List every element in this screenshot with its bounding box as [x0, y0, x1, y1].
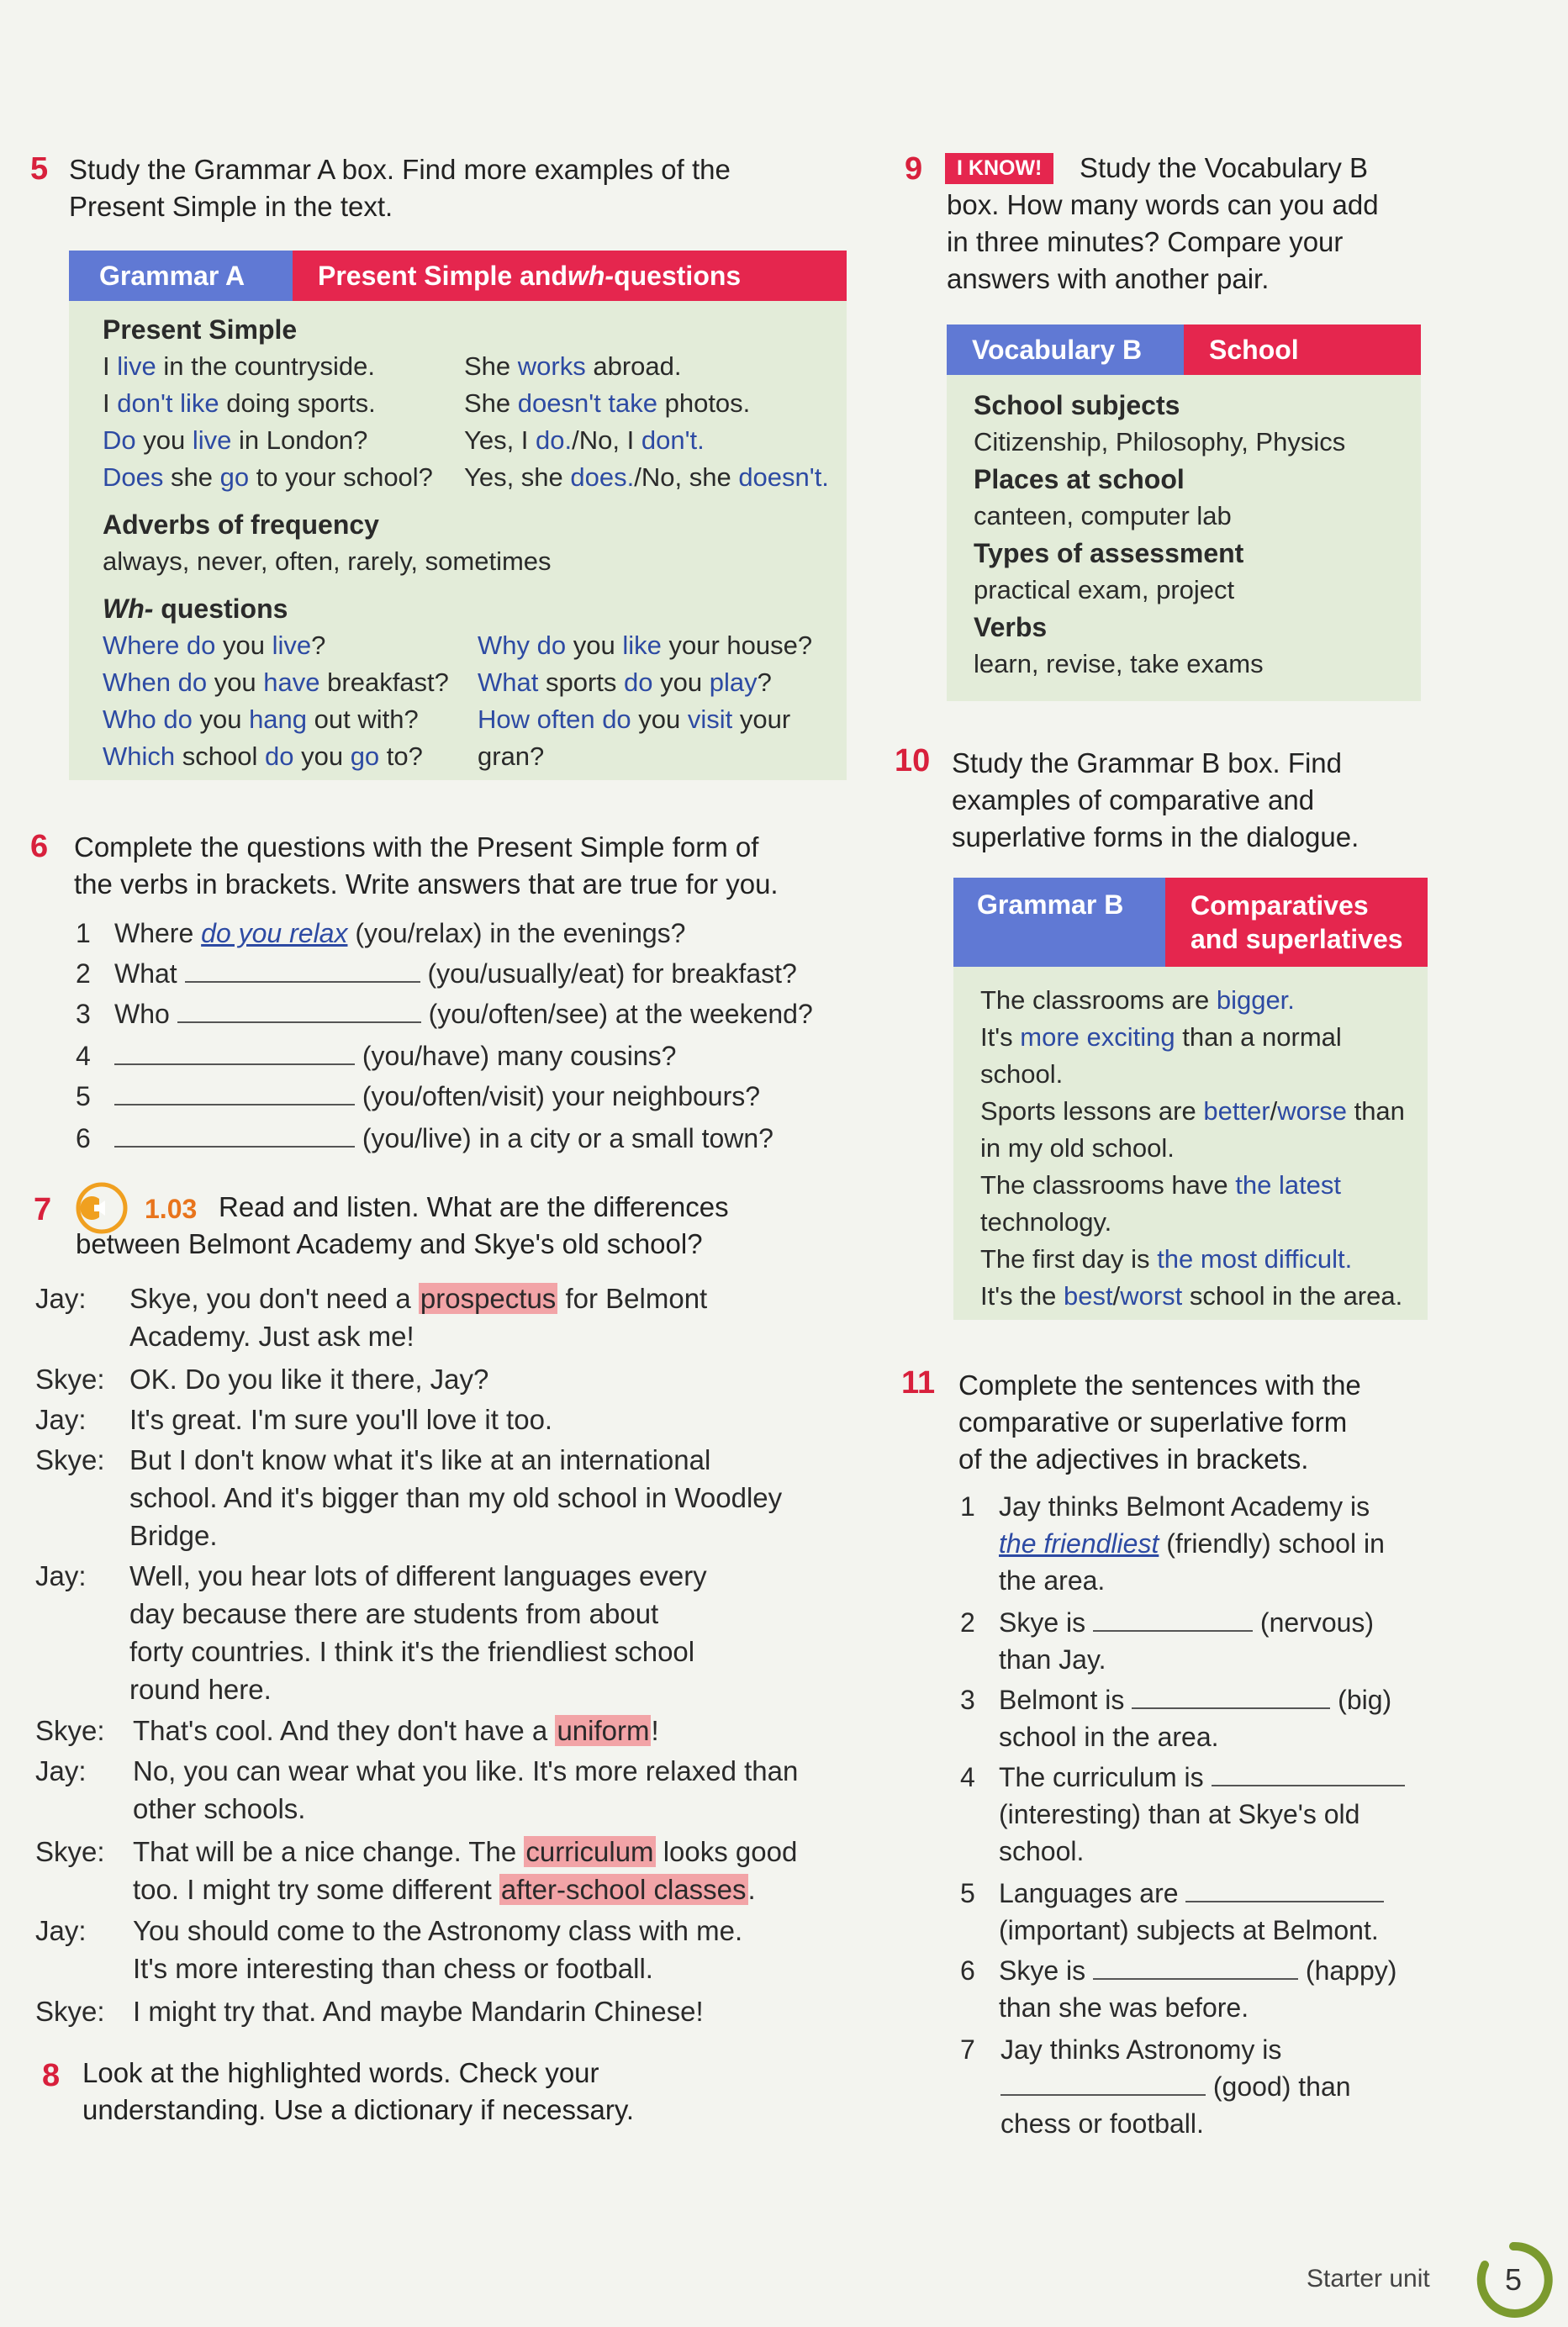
exercise-11-number: 11 — [901, 1365, 936, 1401]
exercise-11-item-text: The curriculum is — [999, 1762, 1405, 1793]
example-line: It's the best/worst school in the area. — [980, 1281, 1403, 1311]
exercise-7-number: 7 — [34, 1192, 52, 1227]
grammar-a-body — [69, 301, 847, 780]
example-line: Sports lessons are better/worse than — [980, 1096, 1405, 1126]
grammar-b-body — [953, 967, 1428, 1320]
speaker: Skye: — [35, 1836, 105, 1867]
exercise-11-item-number: 5 — [960, 1878, 975, 1908]
speaker: Jay: — [35, 1755, 87, 1786]
exercise-11-instruction: Complete the sentences with the comparative or superlative form of the adjectives in brackets. — [958, 1369, 1361, 1475]
answer-blank[interactable] — [114, 1126, 355, 1148]
exercise-11-item-text: than Jay. — [999, 1644, 1106, 1675]
exercise-11-item-number: 4 — [960, 1762, 975, 1792]
exercise-10-number: 10 — [895, 743, 931, 778]
highlighted-word: uniform — [557, 1715, 650, 1746]
dialogue-line: Skye, you don't need a prospectus for Belmont Academy. Just ask me! — [129, 1283, 708, 1352]
example-line: What sports do you play? — [478, 667, 772, 697]
dialogue-line: You should come to the Astronomy class with me. It's more interesting than chess or football. — [133, 1915, 743, 1984]
speaker: Jay: — [35, 1283, 87, 1314]
grammar-b-box — [953, 878, 1428, 1320]
exercise-11-item-text: Skye is (happy) — [999, 1955, 1397, 1986]
grammar-b-header — [953, 878, 1428, 967]
exercise-11-item-number: 3 — [960, 1685, 975, 1715]
example-line: I live in the countryside. — [103, 351, 375, 381]
exercise-7-instruction: Read and listen. What are the differences between Belmont Academy and Skye's old school? — [76, 1191, 729, 1259]
answer-blank[interactable] — [114, 1043, 355, 1065]
exercise-11-item-number: 2 — [960, 1607, 975, 1638]
vocab-items: practical exam, project — [974, 575, 1235, 604]
highlighted-word: after-school classes — [500, 1874, 747, 1905]
exercise-11-item-text: Skye is (nervous) — [999, 1607, 1375, 1638]
answer-blank[interactable] — [1132, 1687, 1330, 1709]
dialogue-line: But I don't know what it's like at an international school. And it's bigger than my old school in Woodley Bridge. — [129, 1444, 783, 1551]
exercise-11-item-text: (important) subjects at Belmont. — [999, 1915, 1379, 1945]
exercise-11-item-text: Jay thinks Belmont Academy is — [999, 1491, 1370, 1522]
vocab-heading: Types of assessment — [974, 538, 1244, 568]
example-answer: the friendliest — [999, 1528, 1159, 1559]
exercise-11-item-text: Belmont is (big) — [999, 1685, 1392, 1715]
answer-blank[interactable] — [185, 961, 420, 983]
exercise-6-item: 5 (you/often/visit) your neighbours? — [76, 1081, 761, 1111]
exercise-6-item: 4 (you/have) many cousins? — [76, 1041, 677, 1071]
exercise-11-item-text: the area. — [999, 1565, 1106, 1596]
vocabulary-b-title: School — [1184, 325, 1421, 375]
exercise-11-item-text: school in the area. — [999, 1722, 1219, 1752]
exercise-9-number: 9 — [905, 151, 923, 187]
example-line: Yes, she does./No, she doesn't. — [464, 462, 829, 492]
example-line: Yes, I do./No, I don't. — [464, 425, 705, 455]
grammar-b-title: Comparatives and superlatives — [1165, 878, 1428, 967]
example-line: Why do you like your house? — [478, 631, 813, 660]
dialogue-line: No, you can wear what you like. It's more relaxed than other schools. — [133, 1755, 799, 1824]
answer-blank[interactable] — [1185, 1881, 1384, 1902]
example-answer: do you relax — [201, 918, 348, 948]
grammar-a-box — [69, 251, 847, 780]
adverbs-heading: Adverbs of frequency — [103, 509, 379, 540]
answer-blank[interactable] — [1093, 1958, 1298, 1980]
exercise-11-item-text: (good) than — [1000, 2071, 1351, 2103]
example-line: school. — [980, 1059, 1064, 1089]
vocab-heading: Places at school — [974, 464, 1185, 494]
example-line: Does she go to your school? — [103, 462, 433, 492]
grammar-a-tag: Grammar A — [69, 251, 293, 301]
highlighted-word: curriculum — [525, 1836, 654, 1867]
example-line: The first day is the most difficult. — [980, 1244, 1353, 1274]
highlighted-word: prospectus — [420, 1283, 557, 1314]
example-line: gran? — [478, 741, 545, 771]
vocab-heading: Verbs — [974, 612, 1048, 642]
speaker: Skye: — [35, 1364, 105, 1395]
example-line: Do you live in London? — [103, 425, 368, 455]
exercise-11-item-text: than she was before. — [999, 1992, 1249, 2023]
exercise-11-item-text: chess or football. — [1000, 2108, 1204, 2139]
present-simple-heading: Present Simple — [103, 314, 298, 345]
example-line: Which school do you go to? — [103, 741, 423, 771]
example-line: She works abroad. — [464, 351, 682, 381]
dialogue-line: That will be a nice change. The curriculum looks good too. I might try some different after-school classes. — [133, 1836, 798, 1905]
vocabulary-b-header — [947, 325, 1421, 375]
page-number: 5 — [1504, 2262, 1523, 2297]
example-line: Who do you hang out with? — [103, 704, 419, 734]
dialogue-line: Well, you hear lots of different languages every day because there are students from about forty countries. I think it's the friendliest school round here. — [129, 1560, 707, 1705]
exercise-11-item-number: 6 — [960, 1955, 975, 1986]
vocabulary-b-body — [947, 375, 1421, 701]
grammar-a-title: Present Simple and wh- questions — [293, 251, 847, 301]
exercise-11-item-text: school. — [999, 1836, 1085, 1866]
speaker: Skye: — [35, 1996, 105, 2027]
answer-blank[interactable] — [1093, 1610, 1253, 1632]
vocab-heading: School subjects — [974, 390, 1180, 420]
example-line: It's more exciting than a normal — [980, 1022, 1342, 1052]
speaker: Skye: — [35, 1444, 105, 1475]
grammar-a-header — [69, 251, 847, 301]
exercise-11-item-text: (interesting) than at Skye's old — [999, 1799, 1360, 1829]
speaker: Jay: — [35, 1560, 87, 1591]
exercise-8-instruction: Look at the highlighted words. Check your understanding. Use a dictionary if necessary. — [82, 2057, 635, 2125]
answer-blank[interactable] — [177, 1001, 421, 1023]
grammar-b-tag: Grammar B — [953, 878, 1165, 967]
dialogue-line: OK. Do you like it there, Jay? — [129, 1364, 489, 1395]
example-line: The classrooms are bigger. — [980, 985, 1295, 1015]
example-line: When do you have breakfast? — [103, 667, 449, 697]
exercise-5-number: 5 — [30, 151, 49, 187]
example-line: Where do you live? — [103, 631, 326, 660]
exercise-11-item-text: the friendliest (friendly) school in — [999, 1528, 1385, 1559]
answer-blank[interactable] — [114, 1084, 355, 1105]
example-line: I don't like doing sports. — [103, 388, 376, 418]
dialogue-line: I might try that. And maybe Mandarin Chinese! — [133, 1996, 704, 2027]
exercise-6-item: 1 Where do you relax (you/relax) in the evenings? — [76, 918, 686, 948]
exercise-11-item-number: 1 — [960, 1491, 975, 1522]
exercise-6-item: 2 What (you/usually/eat) for breakfast? — [76, 958, 797, 989]
exercise-9-instruction: Study the Vocabulary B box. How many words can you add in three minutes? Compare your answers with another pair. — [947, 152, 1379, 294]
exercise-11-item-number: 7 — [960, 2034, 975, 2065]
exercise-5-instruction: Study the Grammar A box. Find more examples of the Present Simple in the text. — [69, 154, 731, 222]
exercise-11-item-text: Jay thinks Astronomy is — [1000, 2034, 1282, 2065]
i-know-badge: I KNOW! — [945, 153, 1053, 184]
example-line: The classrooms have the latest — [980, 1170, 1342, 1200]
exercise-6-item: 6 (you/live) in a city or a small town? — [76, 1123, 773, 1153]
track-number: 1.03 — [145, 1194, 198, 1224]
exercise-11-item-text: Languages are — [999, 1878, 1384, 1909]
answer-blank[interactable] — [1000, 2074, 1206, 2096]
speaker: Jay: — [35, 1915, 87, 1946]
speaker: Jay: — [35, 1404, 87, 1435]
vocab-items: Citizenship, Philosophy, Physics — [974, 427, 1346, 456]
dialogue-line: It's great. I'm sure you'll love it too. — [129, 1404, 553, 1435]
exercise-6-number: 6 — [30, 829, 49, 864]
vocab-items: learn, revise, take exams — [974, 649, 1264, 678]
example-line: She doesn't take photos. — [464, 388, 751, 418]
vocabulary-b-tag: Vocabulary B — [947, 325, 1184, 375]
dialogue-line: That's cool. And they don't have a uniform! — [133, 1715, 659, 1746]
exercise-8-number: 8 — [42, 2058, 61, 2093]
vocab-items: canteen, computer lab — [974, 501, 1232, 530]
vocabulary-b-box — [947, 325, 1421, 701]
wh-questions-heading: Wh- questions — [103, 594, 288, 624]
exercise-6-instruction: Complete the questions with the Present Simple form of the verbs in brackets. Write answers that are true for you. — [74, 831, 779, 900]
adverbs-list: always, never, often, rarely, sometimes — [103, 546, 552, 576]
example-line: in my old school. — [980, 1133, 1175, 1163]
exercise-6-item: 3 Who (you/often/see) at the weekend? — [76, 999, 813, 1029]
exercise-10-instruction: Study the Grammar B box. Find examples of comparative and superlative forms in the dialogue. — [952, 747, 1359, 852]
unit-label: Starter unit — [1307, 2265, 1430, 2293]
example-line: technology. — [980, 1207, 1112, 1237]
answer-blank[interactable] — [1212, 1765, 1405, 1786]
example-line: How often do you visit your — [478, 704, 791, 734]
page-number-badge — [1473, 2240, 1554, 2320]
speaker: Skye: — [35, 1715, 105, 1746]
